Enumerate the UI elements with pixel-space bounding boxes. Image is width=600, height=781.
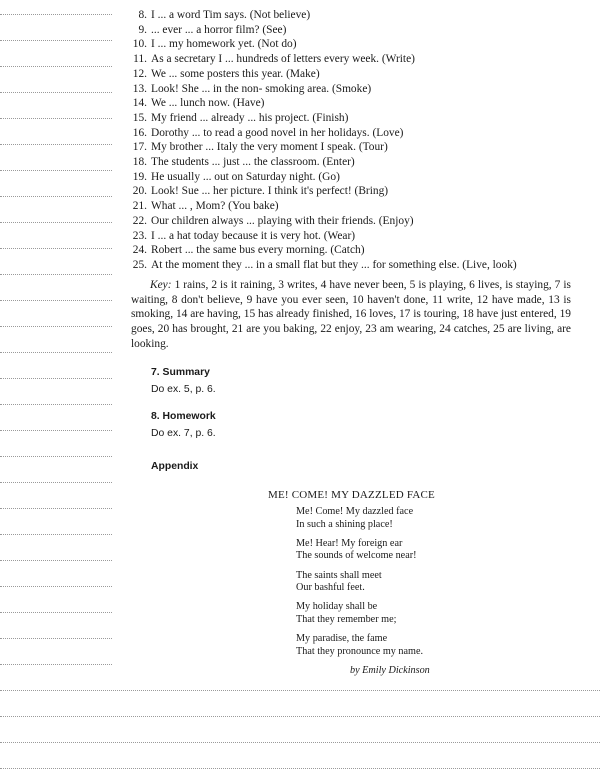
exercise-number: 10. xyxy=(132,38,147,51)
poem-body xyxy=(296,506,423,665)
appendix-heading: Appendix xyxy=(151,461,199,472)
exercise-text: He usually ... out on Saturday night. (Go) xyxy=(151,170,340,183)
exercise-item xyxy=(131,155,571,170)
exercise-text: I ... a word Tim says. (Not believe) xyxy=(151,9,311,21)
poem-line: That they remember me; xyxy=(296,613,397,625)
poem-stanza xyxy=(296,601,423,626)
poem-stanza xyxy=(296,570,423,595)
exercise-number: 23. xyxy=(132,229,147,242)
poem-line: My paradise, the fame xyxy=(296,633,388,645)
exercise-text: Our children always ... playing with their friends. (Enjoy) xyxy=(151,214,414,227)
poem-line: The sounds of welcome near! xyxy=(296,550,417,562)
exercise-item xyxy=(131,52,571,67)
exercise-text: What ... , Mom? (You bake) xyxy=(151,200,279,213)
poem-line: My holiday shall be xyxy=(296,601,378,613)
exercise-list xyxy=(131,8,571,273)
poem-line: In such a shining place! xyxy=(296,518,393,530)
answer-key xyxy=(131,278,571,352)
exercise-number: 8. xyxy=(138,9,147,21)
exercise-text: My friend ... already ... his project. (Finish) xyxy=(151,111,349,124)
summary-heading: 7. Summary xyxy=(151,367,210,378)
homework-heading: 8. Homework xyxy=(151,411,216,422)
exercise-number: 21. xyxy=(132,200,147,213)
exercise-number: 25. xyxy=(132,258,147,271)
poem-line: The saints shall meet xyxy=(296,569,382,581)
poem-title: ME! COME! MY DAZZLED FACE xyxy=(268,489,435,501)
exercise-number: 16. xyxy=(132,126,147,139)
poem-line: Me! Hear! My foreign ear xyxy=(296,537,403,549)
exercise-item xyxy=(131,82,571,97)
exercise-text: At the moment they ... in a small flat but they ... for something else. (Live, look) xyxy=(151,258,517,271)
exercise-number: 17. xyxy=(132,141,147,154)
exercise-number: 11. xyxy=(133,53,147,66)
exercise-text: I ... my homework yet. (Not do) xyxy=(151,38,297,51)
poem-stanza xyxy=(296,633,423,658)
exercise-item xyxy=(131,67,571,82)
poem-author: by Emily Dickinson xyxy=(350,665,430,676)
exercise-item xyxy=(131,170,571,185)
exercise-number: 22. xyxy=(132,214,147,227)
exercise-number: 24. xyxy=(132,244,147,257)
exercise-number: 18. xyxy=(132,156,147,169)
exercise-text: We ... lunch now. (Have) xyxy=(151,97,265,110)
exercise-item xyxy=(131,8,571,23)
summary-text: Do ex. 5, p. 6. xyxy=(151,384,216,395)
exercise-item xyxy=(131,258,571,273)
exercise-item xyxy=(131,96,571,111)
exercise-item xyxy=(131,23,571,38)
exercise-text: Dorothy ... to read a good novel in her holidays. (Love) xyxy=(151,126,404,139)
key-label: Key: xyxy=(150,279,172,291)
exercise-number: 12. xyxy=(132,67,147,80)
exercise-item xyxy=(131,111,571,126)
exercise-item xyxy=(131,199,571,214)
exercise-item xyxy=(131,126,571,141)
poem-stanza xyxy=(296,506,423,531)
exercise-item xyxy=(131,229,571,244)
poem-line: Our bashful feet. xyxy=(296,582,365,594)
key-text: 1 rains, 2 is it raining, 3 writes, 4 have never been, 5 is playing, 6 lives, is staying, 7 is waiting, 8 don't believe, 9 have you ever seen, 10 haven't done, 11 write, 12 have made, 13 is smoking, 14 are having, 15 has already finished, 16 loves, 17 is touring, 18 have just entered, 19 goes, 20 has brought, 21 are you baking, 22 enjoy, 23 am wearing, 24 catches, 25 are living, are looking. xyxy=(131,279,571,350)
exercise-number: 19. xyxy=(132,170,147,183)
exercise-text: ... ever ... a horror film? (See) xyxy=(151,23,287,36)
exercise-item xyxy=(131,140,571,155)
poem-line: That they pronounce my name. xyxy=(296,645,424,657)
exercise-number: 20. xyxy=(132,185,147,198)
exercise-item xyxy=(131,243,571,258)
exercise-text: The students ... just ... the classroom. (Enter) xyxy=(151,156,355,169)
exercise-text: We ... some posters this year. (Make) xyxy=(151,67,320,80)
exercise-text: Look! She ... in the non- smoking area. (Smoke) xyxy=(151,82,372,95)
exercise-number: 9. xyxy=(138,23,147,36)
poem-line: Me! Come! My dazzled face xyxy=(296,506,414,517)
exercise-number: 15. xyxy=(132,111,147,124)
exercise-text: As a secretary I ... hundreds of letters every week. (Write) xyxy=(151,53,415,66)
exercise-text: My brother ... Italy the very moment I speak. (Tour) xyxy=(151,141,388,154)
homework-text: Do ex. 7, p. 6. xyxy=(151,428,216,439)
exercise-text: I ... a hat today because it is very hot. (Wear) xyxy=(151,229,356,242)
exercise-item xyxy=(131,214,571,229)
exercise-item xyxy=(131,37,571,52)
poem-stanza xyxy=(296,538,423,563)
exercise-number: 14. xyxy=(132,97,147,110)
exercise-item xyxy=(131,184,571,199)
exercise-number: 13. xyxy=(132,82,147,95)
exercise-text: Look! Sue ... her picture. I think it's perfect! (Bring) xyxy=(151,185,389,198)
exercise-text: Robert ... the same bus every morning. (Catch) xyxy=(151,244,365,257)
